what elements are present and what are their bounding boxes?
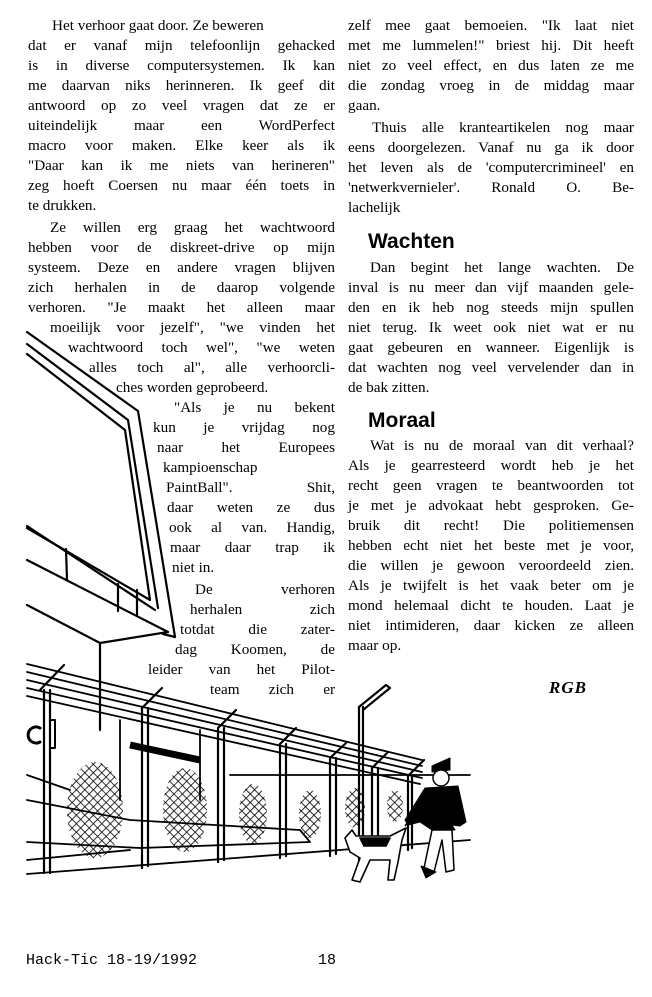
paragraph-line: lachelijk <box>348 199 401 216</box>
footer-publication: Hack-Tic 18-19/1992 <box>26 952 198 969</box>
paragraph-line: ook al van. Handig, <box>169 519 335 536</box>
paragraph-line: Het verhoor gaat door. Ze beweren <box>52 17 264 34</box>
paragraph-line: naar het Europees <box>157 439 335 456</box>
paragraph-line: "Daar kan ik me niets van herineren" <box>28 157 335 174</box>
paragraph-line: niet intimideren, daar kicken ze alleen <box>348 617 634 634</box>
paragraph-line: moeilijk voor jezelf", "we vinden het <box>50 319 335 336</box>
paragraph-line: PaintBall". Shit, <box>166 479 335 496</box>
paragraph-line: daar weten ze dus <box>167 499 335 516</box>
paragraph-line: me daarvan niks herinneren. Ik geef dit <box>28 77 335 94</box>
moon-sign <box>28 727 40 743</box>
paragraph-line: Als je gearresteerd wordt heb je het <box>348 457 634 474</box>
paragraph-line: te drukken. <box>28 197 97 214</box>
paragraph-line: Thuis alle kranteartikelen nog maar <box>372 119 634 136</box>
paragraph-line: het leven als de 'computercrimineel' en <box>348 159 634 176</box>
police-dog <box>345 822 408 882</box>
section-heading-wachten: Wachten <box>368 230 455 253</box>
paragraph-line: kampioenschap <box>163 459 258 476</box>
paragraph-line: niet in. <box>172 559 215 576</box>
paragraph-line: dat wachten nog veel vervelender dan in <box>348 359 634 376</box>
paragraph-line: gaan. <box>348 97 381 114</box>
crane-arm <box>130 745 200 760</box>
paragraph-line: dat er vanaf mijn telefoonlijn gehacked <box>28 37 335 54</box>
paragraph-line: antwoord op zo veel vragen dat ze er <box>28 97 335 114</box>
paragraph-line: kun je vrijdag nog <box>153 419 335 436</box>
paragraph-line: den en ik heb nog steeds mijn spullen <box>348 299 634 316</box>
paragraph-line: Als je twijfelt is het vaak beter om je <box>348 577 634 594</box>
paragraph-line: verhoren. "Je maakt het alleen maar <box>28 299 335 316</box>
paragraph-line: Wat is nu de moraal van dit verhaal? <box>370 437 634 454</box>
paragraph-line: leider van het Pilot- <box>148 661 335 678</box>
paragraph-line: die willen je gewoon veroordeeld zien. <box>348 557 634 574</box>
footer-page-number: 18 <box>318 952 337 969</box>
section-heading-moraal: Moraal <box>368 409 436 432</box>
paragraph-line: systeem. Deze en andere vragen blijven <box>28 259 335 276</box>
paragraph-line: team zich er <box>210 681 335 698</box>
paragraph-line: alles toch al", alle verhoorcli- <box>89 359 335 376</box>
paragraph-line: uiteindelijk maar een WordPerfect <box>28 117 335 134</box>
paragraph-line: je met je advokaat hebt gesproken. Ge- <box>348 497 634 514</box>
paragraph-line: niet terug. Ik weet ook niet wat er nu <box>348 319 634 336</box>
paragraph-line: is in diverse computersystemen. Ik kan <box>28 57 335 74</box>
paragraph-line: mond helemaal dicht te houden. Laat je <box>348 597 634 614</box>
paragraph-line: "Als je nu bekent <box>174 399 335 416</box>
paragraph-line: De verhoren <box>195 581 335 598</box>
paragraph-line: totdat die zater- <box>180 621 335 638</box>
paragraph-line: zich herhalen in de daarop volgende <box>28 279 335 296</box>
paragraph-line: maar op. <box>348 637 402 654</box>
paragraph-line: herhalen zich <box>190 601 335 618</box>
paragraph-line: gaat gebeuren en wanneer. Eigenlijk is <box>348 339 634 356</box>
paragraph-line: ches worden geprobeerd. <box>116 379 269 396</box>
paragraph-line: Dan begint het lange wachten. De <box>370 259 634 276</box>
paragraph-line: hebben voor de diskreet-drive op mijn <box>28 239 335 256</box>
paragraph-line: die zondag vroeg in de middag maar <box>348 77 634 94</box>
paragraph-line: inval is nu meer dan vijf maanden gele- <box>348 279 634 296</box>
paragraph-line: 'netwerkvernieler'. Ronald O. Be- <box>348 179 634 196</box>
paragraph-line: de bak zitten. <box>348 379 430 396</box>
paragraph-line: recht geen vragen te beantwoorden tot <box>348 477 634 494</box>
paragraph-line: met me lummelen!" briest hij. Dit heeft <box>348 37 634 54</box>
paragraph-line: Ze willen erg graag het wachtwoord <box>50 219 335 236</box>
paragraph-line: maar daar trap ik <box>170 539 335 556</box>
paragraph-line: zeg hoeft Coersen nu maar één toets in <box>28 177 335 194</box>
paragraph-line: niet zo veel effect, en dus laten ze me <box>348 57 634 74</box>
paragraph-line: dag Koomen, de <box>175 641 335 658</box>
paragraph-line: bruik dit recht! Die politiemensen <box>348 517 634 534</box>
author-signature: RGB <box>549 678 587 697</box>
paragraph-line: wachtwoord toch wel", "we weten <box>68 339 335 356</box>
paragraph-line: eens doorgelezen. Vanaf nu ga ik door <box>348 139 634 156</box>
paragraph-line: hebben echt niet het beste met je voor, <box>348 537 634 554</box>
paragraph-line: zelf mee gaat bemoeien. "Ik laat niet <box>348 17 634 34</box>
paragraph-line: macro voor maken. Elke keer als ik <box>28 137 335 154</box>
